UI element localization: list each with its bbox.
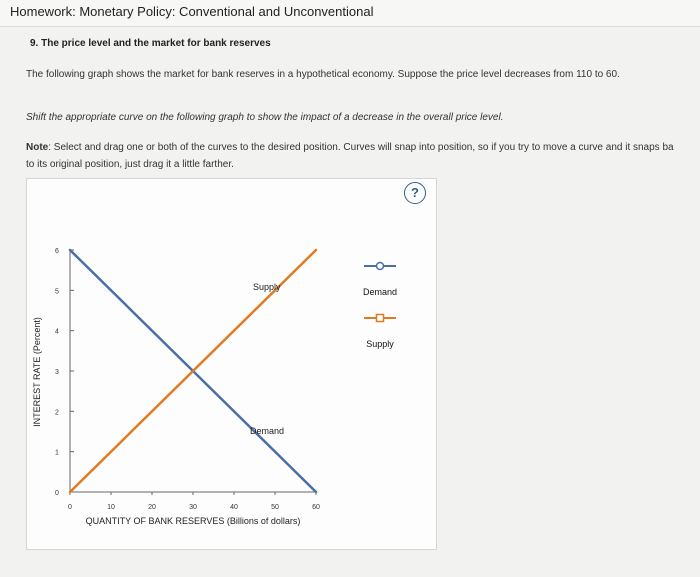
x-tick-label: 0 bbox=[68, 504, 72, 511]
x-tick-label: 60 bbox=[312, 504, 320, 511]
x-tick-label: 10 bbox=[107, 504, 115, 511]
supply-curve-label: Supply bbox=[253, 282, 281, 292]
y-tick-label: 2 bbox=[55, 409, 59, 417]
demand-curve-label: Demand bbox=[250, 426, 285, 436]
x-tick-label: 30 bbox=[189, 504, 197, 511]
x-tick-label: 50 bbox=[271, 504, 279, 511]
y-tick-label: 4 bbox=[55, 328, 59, 336]
y-tick-label: 6 bbox=[55, 248, 59, 255]
help-button[interactable]: ? bbox=[404, 182, 426, 204]
legend-supply-label: Supply bbox=[366, 339, 394, 349]
note-label: Note bbox=[26, 142, 49, 153]
legend-demand-tool[interactable] bbox=[364, 263, 396, 270]
y-tick-label: 0 bbox=[55, 490, 59, 497]
legend-demand-label: Demand bbox=[362, 287, 398, 297]
y-tick-label: 5 bbox=[55, 288, 59, 296]
y-axis-label: INTEREST RATE (Percent) bbox=[32, 317, 42, 427]
note-text-continued: to its original position, just drag it a little farther. bbox=[26, 159, 234, 170]
x-axis-label: QUANTITY OF BANK RESERVES (Billions of dollars) bbox=[85, 516, 301, 526]
question-description: The following graph shows the market for bank reserves in a hypothetical economy. Suppose the price level decreases from 110 to 60. bbox=[26, 69, 620, 80]
legend-demand-marker bbox=[377, 263, 384, 270]
legend-supply-tool[interactable] bbox=[364, 315, 396, 322]
x-tick-label: 20 bbox=[148, 504, 156, 511]
question-title: 9. The price level and the market for bank reserves bbox=[30, 38, 271, 49]
window-title: Homework: Monetary Policy: Conventional and Unconventional bbox=[10, 4, 374, 19]
question-instruction: Shift the appropriate curve on the following graph to show the impact of a decrease in the overall price level. bbox=[26, 112, 504, 123]
x-tick-label: 40 bbox=[230, 504, 238, 511]
y-tick-label: 3 bbox=[55, 369, 59, 376]
legend-supply-marker bbox=[377, 315, 384, 322]
note-text: : Select and drag one or both of the curves to the desired position. Curves will snap into position, so if you try to move a curve and it snaps ba bbox=[48, 142, 674, 153]
y-tick-label: 1 bbox=[55, 449, 59, 457]
